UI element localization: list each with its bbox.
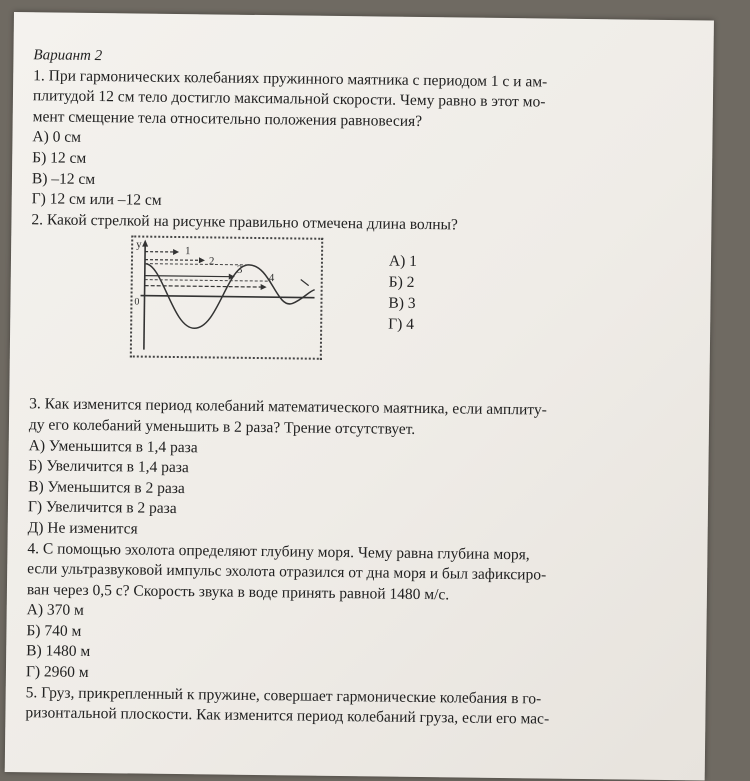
wave-diagram <box>132 238 321 358</box>
q1-option-b: Б) 12 см <box>32 148 692 177</box>
y-axis-label: y <box>136 239 142 251</box>
q1-option-c: В) –12 см <box>32 169 692 198</box>
q2-option-d: Г) 4 <box>388 314 416 335</box>
arrow-3-label: 3 <box>237 264 243 276</box>
dashed-top-line <box>145 264 249 265</box>
arrow-4-head <box>261 284 267 290</box>
q2-option-c: В) 3 <box>388 293 416 314</box>
q2-figure-row <box>29 235 691 393</box>
q4-line-2: если ультразвуковой импульс эхолота отразился от дна моря и был зафиксиро- <box>27 559 687 588</box>
q1-line-1: 1. При гармонических колебаниях пружинного маятника с периодом 1 с и ам- <box>33 66 693 95</box>
q1-option-d: Г) 12 см или –12 см <box>32 189 692 218</box>
wave-tick-mark <box>301 280 309 286</box>
arrow-1-head <box>173 249 179 255</box>
arrow-4 <box>145 286 265 287</box>
test-content <box>25 45 693 732</box>
q2-text: 2. Какой стрелкой на рисунке правильно отмечена длина волны? <box>31 210 691 239</box>
q5-line-1: 5. Груз, прикрепленный к пружине, совершает гармонические колебания в го- <box>26 683 686 712</box>
y-axis-arrowhead <box>142 240 148 247</box>
q1-line-3: мент смещение тела относительно положения равновесия? <box>33 107 693 136</box>
q4-option-c: В) 1480 м <box>26 642 686 671</box>
q4-option-b: Б) 740 м <box>26 621 686 650</box>
q3-option-e: Д) Не изменится <box>28 518 688 547</box>
variant-title: Вариант 2 <box>33 45 693 74</box>
q3-line-1: 3. Как изменится период колебаний математического маятника, если амплиту- <box>29 395 689 424</box>
paper-sheet <box>5 12 714 780</box>
q2-options <box>388 251 417 335</box>
q4-line-1: 4. С помощью эхолота определяют глубину моря. Чему равна глубина моря, <box>27 539 687 568</box>
arrow-2-head <box>199 258 205 264</box>
arrow-4-label: 4 <box>269 272 275 284</box>
q1-option-a: А) 0 см <box>32 128 692 157</box>
arrow-1-label: 1 <box>185 245 191 257</box>
arrow-2-label: 2 <box>209 256 215 268</box>
q3-option-c: В) Уменьшится в 2 раза <box>28 477 688 506</box>
arrow-2 <box>145 260 203 261</box>
q4-option-a: А) 370 м <box>27 600 687 629</box>
dashed-mid-line <box>145 280 271 282</box>
q3-option-a: А) Уменьшится в 1,4 раза <box>29 436 689 465</box>
origin-label: 0 <box>134 297 139 308</box>
q4-option-d: Г) 2960 м <box>26 662 686 691</box>
q2-option-a: А) 1 <box>389 251 417 272</box>
wave-figure <box>130 236 323 360</box>
q3-option-d: Г) Увеличится в 2 раза <box>28 498 688 527</box>
q2-option-b: Б) 2 <box>389 272 417 293</box>
x-axis <box>141 296 315 298</box>
q5-line-2: ризонтальной плоскости. Как изменится период колебаний груза, если его мас- <box>25 703 685 732</box>
q1-line-2: плитудой 12 см тело достигло максимальной скорости. Чему равно в этот мо- <box>33 86 693 115</box>
q3-line-2: ду его колебаний уменьшить в 2 раза? Трение отсутствует. <box>29 415 689 444</box>
q4-line-3: ван через 0,5 с? Скорость звука в воде принять равной 1480 м/с. <box>27 580 687 609</box>
q3-option-b: Б) Увеличится в 1,4 раза <box>28 456 688 485</box>
